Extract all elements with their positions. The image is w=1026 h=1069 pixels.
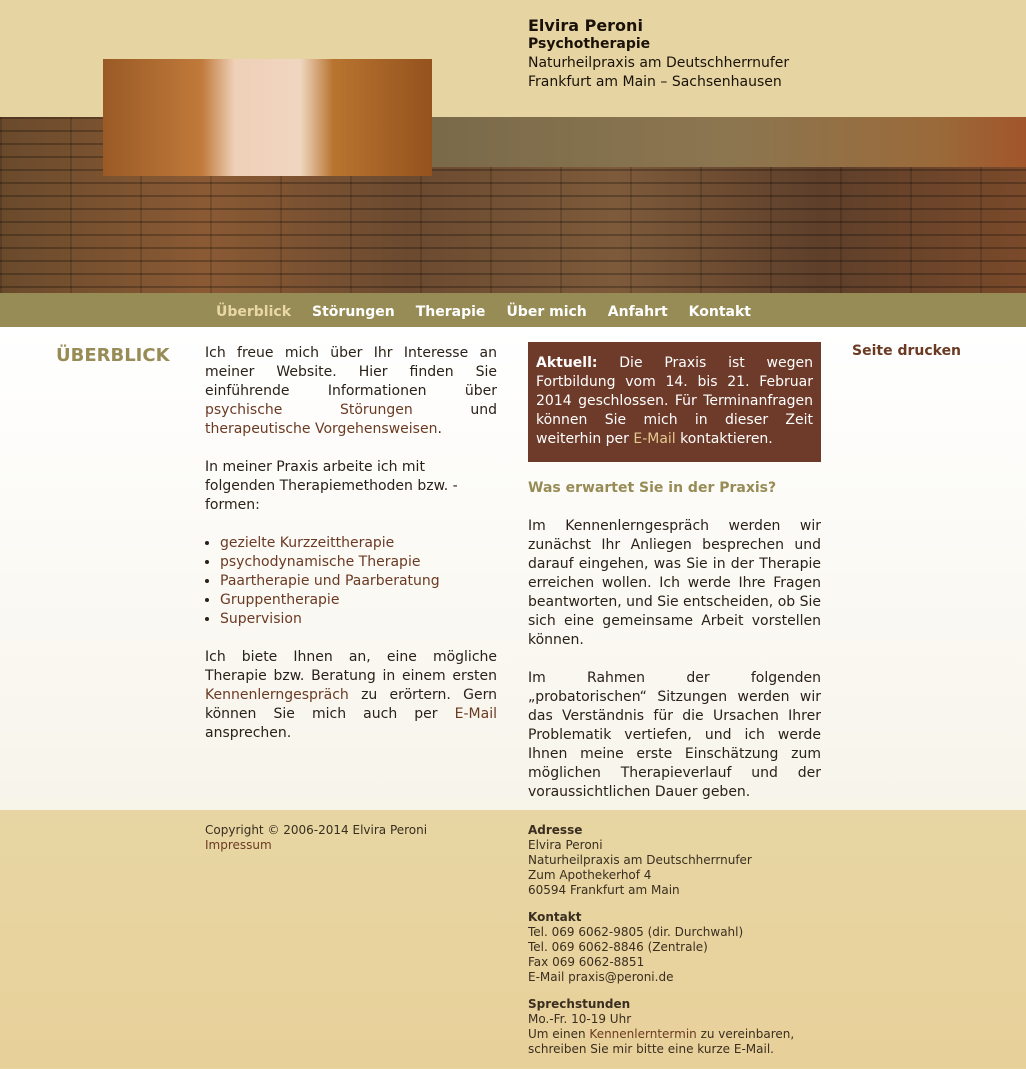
methods-list bbox=[220, 534, 497, 629]
nav-ueberblick[interactable]: Überblick bbox=[216, 304, 292, 320]
link-psychische-stoerungen[interactable]: psychische Störungen bbox=[205, 402, 413, 418]
banner-top-strip bbox=[432, 117, 1026, 167]
address-line: 60594 Frankfurt am Main bbox=[528, 883, 680, 897]
nav-anfahrt[interactable]: Anfahrt bbox=[607, 304, 668, 320]
site-profession: Psychotherapie bbox=[528, 36, 651, 52]
address-line: Naturheilpraxis am Deutschherrnufer bbox=[528, 853, 752, 867]
link-kennenlerngespraech[interactable]: Kennenlerngespräch bbox=[205, 687, 349, 703]
contact-title: Kontakt bbox=[528, 910, 582, 924]
link-gruppentherapie[interactable]: Gruppentherapie bbox=[220, 592, 340, 608]
methods-intro: In meiner Praxis arbeite ich mit folgenden Therapiemethoden bzw. -formen: bbox=[205, 459, 458, 513]
address-block bbox=[528, 823, 794, 898]
site-name: Elvira Peroni bbox=[528, 16, 643, 35]
offer-paragraph bbox=[205, 648, 497, 743]
link-supervision[interactable]: Supervision bbox=[220, 611, 302, 627]
nav-therapie[interactable]: Therapie bbox=[415, 304, 486, 320]
contact-block bbox=[528, 910, 794, 985]
intro-paragraph bbox=[205, 344, 497, 439]
notice-email-link[interactable]: E-Mail bbox=[633, 431, 676, 447]
link-email[interactable]: E-Mail bbox=[454, 706, 497, 722]
nav-ueber-mich[interactable]: Über mich bbox=[506, 304, 587, 320]
footer bbox=[0, 810, 1026, 1068]
text: zu vereinbaren, bbox=[696, 1027, 795, 1041]
site-title-block bbox=[528, 16, 789, 92]
intro-column bbox=[205, 344, 497, 762]
hours-line: schreiben Sie mir bitte eine kurze E-Mail. bbox=[528, 1042, 774, 1056]
impressum-link[interactable]: Impressum bbox=[205, 838, 272, 852]
main-nav bbox=[0, 293, 1026, 327]
contact-line: E-Mail praxis@peroni.de bbox=[528, 970, 674, 984]
main-content bbox=[0, 327, 1026, 810]
site-practice: Naturheilpraxis am Deutschherrnufer bbox=[528, 55, 790, 71]
page-title: ÜBERBLICK bbox=[56, 345, 170, 366]
link-therapeutische-vorgehensweisen[interactable]: therapeutische Vorgehensweisen bbox=[205, 421, 438, 437]
nav-kontakt[interactable]: Kontakt bbox=[688, 304, 752, 320]
hours-block bbox=[528, 997, 794, 1057]
text: kontaktieren. bbox=[675, 431, 773, 447]
hours-line bbox=[528, 1027, 794, 1042]
text: Um einen bbox=[528, 1027, 590, 1041]
contact-line: Fax 069 6062-8851 bbox=[528, 955, 645, 969]
footer-right bbox=[528, 823, 794, 1069]
link-paartherapie[interactable]: Paartherapie und Paarberatung bbox=[220, 573, 440, 589]
faces-image bbox=[103, 59, 432, 176]
print-page-link[interactable]: Seite drucken bbox=[852, 343, 962, 359]
text: ansprechen. bbox=[205, 725, 292, 741]
site-location: Frankfurt am Main – Sachsenhausen bbox=[528, 74, 782, 90]
section-heading: Was erwartet Sie in der Praxis? bbox=[528, 480, 777, 496]
address-line: Zum Apothekerhof 4 bbox=[528, 868, 652, 882]
paragraph: Im Rahmen der folgenden „probatorischen“ Sitzungen werden wir das Verständnis für die Ursachen Ihrer Problematik vertiefen, und ich werde Ihnen meine erste Einschätzung zum möglichen Therapieverlauf und der voraussichtlichen Dauer geben. bbox=[528, 670, 821, 800]
notice-box bbox=[528, 342, 821, 462]
contact-line: Tel. 069 6062-9805 (dir. Durchwahl) bbox=[528, 925, 744, 939]
list-item bbox=[220, 553, 497, 572]
address-line: Elvira Peroni bbox=[528, 838, 603, 852]
notice-label: Aktuell: bbox=[536, 355, 598, 371]
text: Ich freue mich über Ihr Interesse an meiner Website. Hier finden Sie einführende Informationen über bbox=[205, 345, 497, 399]
hours-title: Sprechstunden bbox=[528, 997, 631, 1011]
list-item bbox=[220, 591, 497, 610]
link-psychodynamische-therapie[interactable]: psychodynamische Therapie bbox=[220, 554, 421, 570]
list-item bbox=[220, 534, 497, 553]
hours-line: Mo.-Fr. 10-19 Uhr bbox=[528, 1012, 632, 1026]
kennenlerntermin-link[interactable]: Kennenlerntermin bbox=[589, 1027, 697, 1041]
expectations-column bbox=[528, 344, 821, 821]
list-item bbox=[220, 572, 497, 591]
footer-left bbox=[205, 823, 427, 853]
text: zu erörtern. Gern können Sie mich auch per bbox=[205, 687, 497, 722]
contact-line: Tel. 069 6062-8846 (Zentrale) bbox=[528, 940, 708, 954]
text: Die Praxis ist wegen Fortbildung vom 14. bis 21. Februar 2014 geschlossen. Für Terminanfragen können Sie mich in dieser Zeit weiterhin per bbox=[536, 355, 813, 447]
nav-stoerungen[interactable]: Störungen bbox=[312, 304, 395, 320]
text: . bbox=[437, 421, 442, 437]
copyright: Copyright © 2006-2014 Elvira Peroni bbox=[205, 823, 428, 837]
list-item bbox=[220, 610, 497, 629]
text: Ich biete Ihnen an, eine mögliche Therapie bzw. Beratung in einem ersten bbox=[205, 649, 497, 684]
paragraph: Im Kennenlerngespräch werden wir zunächst Ihr Anliegen besprechen und darauf eingehen, was Sie in der Therapie erreichen wollen. Ich werde Ihre Fragen beantworten, und Sie entscheiden, ob Sie sich eine gemeinsame Arbeit vorstellen können. bbox=[528, 518, 821, 648]
link-kurzzeittherapie[interactable]: gezielte Kurzzeittherapie bbox=[220, 535, 395, 551]
address-title: Adresse bbox=[528, 823, 583, 837]
text: und bbox=[412, 402, 497, 418]
